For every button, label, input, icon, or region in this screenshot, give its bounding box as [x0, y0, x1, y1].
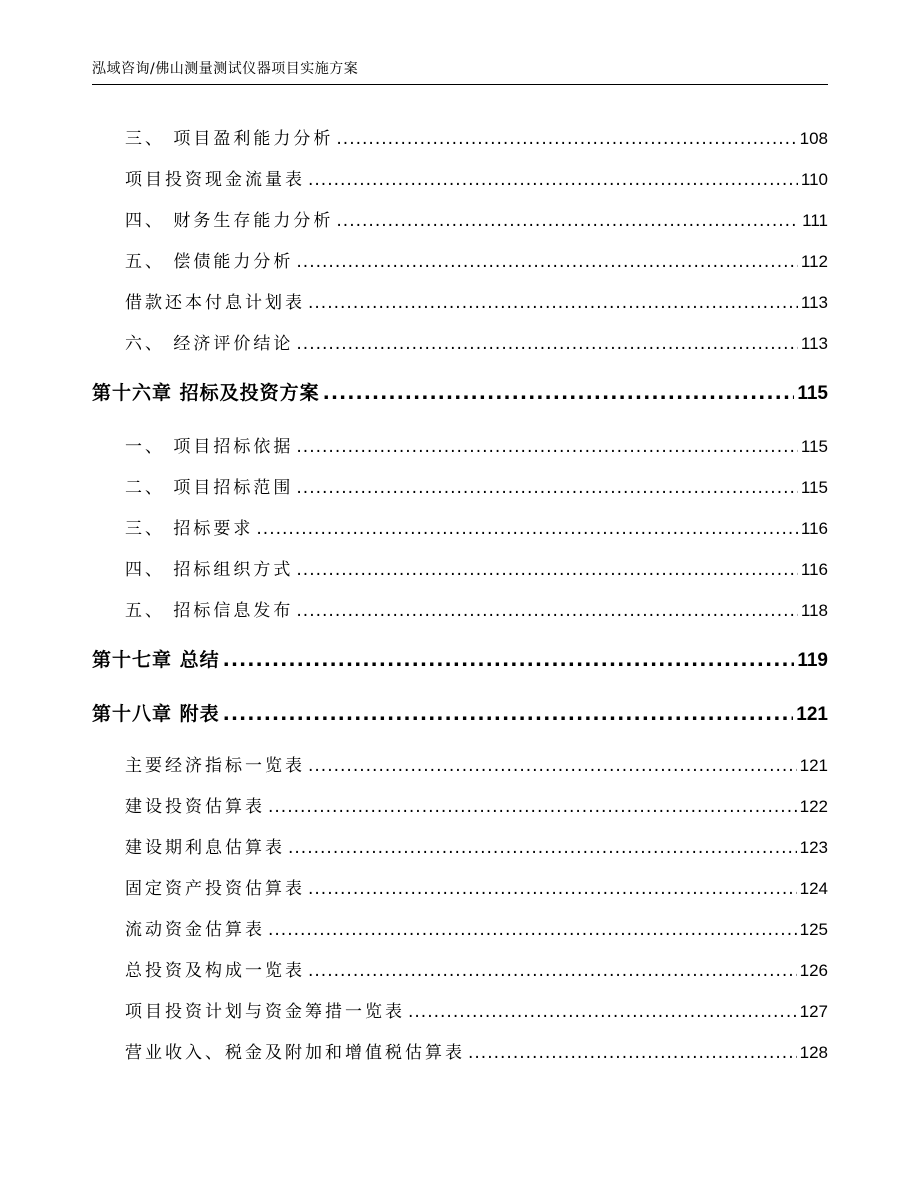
toc-entry-label: 项目投资现金流量表 [125, 170, 305, 190]
toc-chapter[interactable] [92, 699, 828, 726]
toc-entry[interactable] [125, 473, 828, 498]
toc-leader [336, 129, 796, 149]
toc-entry-page: 125 [799, 920, 828, 939]
toc-entry-page: 112 [800, 252, 828, 271]
toc-entry-label: 建设投资估算表 [125, 797, 265, 817]
page-header: 泓域咨询/佛山测量测试仪器项目实施方案 [92, 61, 359, 77]
toc-leader [256, 519, 797, 539]
toc-entry-label: 三、 项目盈利能力分析 [125, 129, 334, 149]
toc-entry-page: 113 [800, 293, 828, 312]
toc-entry-page: 116 [800, 519, 828, 538]
toc-entry-page: 113 [800, 334, 828, 353]
toc-entry-label: 建设期利息估算表 [125, 838, 285, 858]
toc-entry[interactable] [125, 751, 828, 776]
toc-chapter-page: 115 [797, 383, 828, 404]
toc-entry[interactable] [125, 997, 828, 1022]
toc-leader [336, 211, 799, 231]
toc-entry-label: 六、 经济评价结论 [125, 334, 294, 354]
toc-leader [468, 1043, 797, 1063]
toc-entry[interactable] [125, 165, 828, 190]
toc-entry[interactable] [125, 596, 828, 621]
toc-leader [408, 1002, 797, 1022]
toc-entry-label: 二、 项目招标范围 [125, 478, 294, 498]
toc-entry-label: 五、 招标信息发布 [125, 601, 294, 621]
toc-entry-label: 三、 招标要求 [125, 519, 254, 539]
toc-entry[interactable] [125, 555, 828, 580]
toc-entry[interactable] [125, 288, 828, 313]
toc-entry[interactable] [125, 247, 828, 272]
toc-entry-page: 122 [799, 797, 828, 816]
toc-entry-page: 110 [800, 170, 828, 189]
toc-entry-page: 127 [799, 1002, 828, 1021]
toc-entry-page: 115 [800, 478, 828, 497]
toc-entry-label: 流动资金估算表 [125, 920, 265, 940]
toc-entry-label: 项目投资计划与资金筹措一览表 [125, 1002, 405, 1022]
toc-leader [268, 797, 797, 817]
toc-chapter-label: 第十七章 总结 [92, 649, 220, 671]
toc-entry-page: 123 [799, 838, 828, 857]
toc-entry-page: 118 [800, 601, 828, 620]
toc-leader [323, 382, 795, 404]
toc-entry-label: 主要经济指标一览表 [125, 756, 305, 776]
toc-entry-label: 固定资产投资估算表 [125, 879, 305, 899]
toc-entry[interactable] [125, 514, 828, 539]
toc-leader [308, 170, 798, 190]
toc-entry-page: 126 [799, 961, 828, 980]
toc-leader [296, 601, 797, 621]
toc-leader [223, 649, 795, 671]
toc-entry[interactable] [125, 206, 828, 231]
toc-chapter-label: 第十六章 招标及投资方案 [92, 382, 320, 404]
toc-entry-page: 128 [799, 1043, 828, 1062]
toc-entry-label: 一、 项目招标依据 [125, 437, 294, 457]
toc-entry-label: 四、 财务生存能力分析 [125, 211, 334, 231]
toc-leader [308, 961, 797, 981]
toc-entry-page: 121 [799, 756, 828, 775]
toc-chapter[interactable] [92, 378, 828, 405]
toc-entry[interactable] [125, 833, 828, 858]
toc-leader [268, 920, 797, 940]
toc-entry-page: 111 [802, 211, 828, 230]
toc-entry-label: 营业收入、税金及附加和增值税估算表 [125, 1043, 465, 1063]
toc-entry[interactable] [125, 956, 828, 981]
toc-entry[interactable] [125, 792, 828, 817]
toc-entry[interactable] [125, 1038, 828, 1063]
header-rule [92, 84, 828, 85]
toc-entry[interactable] [125, 874, 828, 899]
toc-entry[interactable] [125, 915, 828, 940]
toc-entry-label: 总投资及构成一览表 [125, 961, 305, 981]
toc-leader [296, 437, 797, 457]
toc-chapter[interactable] [92, 645, 828, 672]
toc-leader [308, 879, 797, 899]
toc-leader [308, 293, 798, 313]
toc-entry[interactable] [125, 124, 828, 149]
toc-entry-page: 124 [799, 879, 828, 898]
toc-leader [288, 838, 797, 858]
toc-chapter-page: 119 [797, 650, 828, 671]
toc-leader [296, 560, 797, 580]
toc-entry-label: 五、 偿债能力分析 [125, 252, 294, 272]
toc-entry[interactable] [125, 329, 828, 354]
toc-leader [296, 252, 797, 272]
toc-chapter-label: 第十八章 附表 [92, 703, 220, 725]
toc-leader [296, 478, 797, 498]
toc-leader [296, 334, 797, 354]
toc-entry-label: 四、 招标组织方式 [125, 560, 294, 580]
toc-leader [308, 756, 797, 776]
toc-entry-page: 115 [800, 437, 828, 456]
toc-leader [223, 703, 794, 725]
toc-entry-page: 108 [799, 129, 828, 148]
toc-entry-page: 116 [800, 560, 828, 579]
toc-entry-label: 借款还本付息计划表 [125, 293, 305, 313]
toc-entry[interactable] [125, 432, 828, 457]
toc-chapter-page: 121 [796, 704, 828, 725]
